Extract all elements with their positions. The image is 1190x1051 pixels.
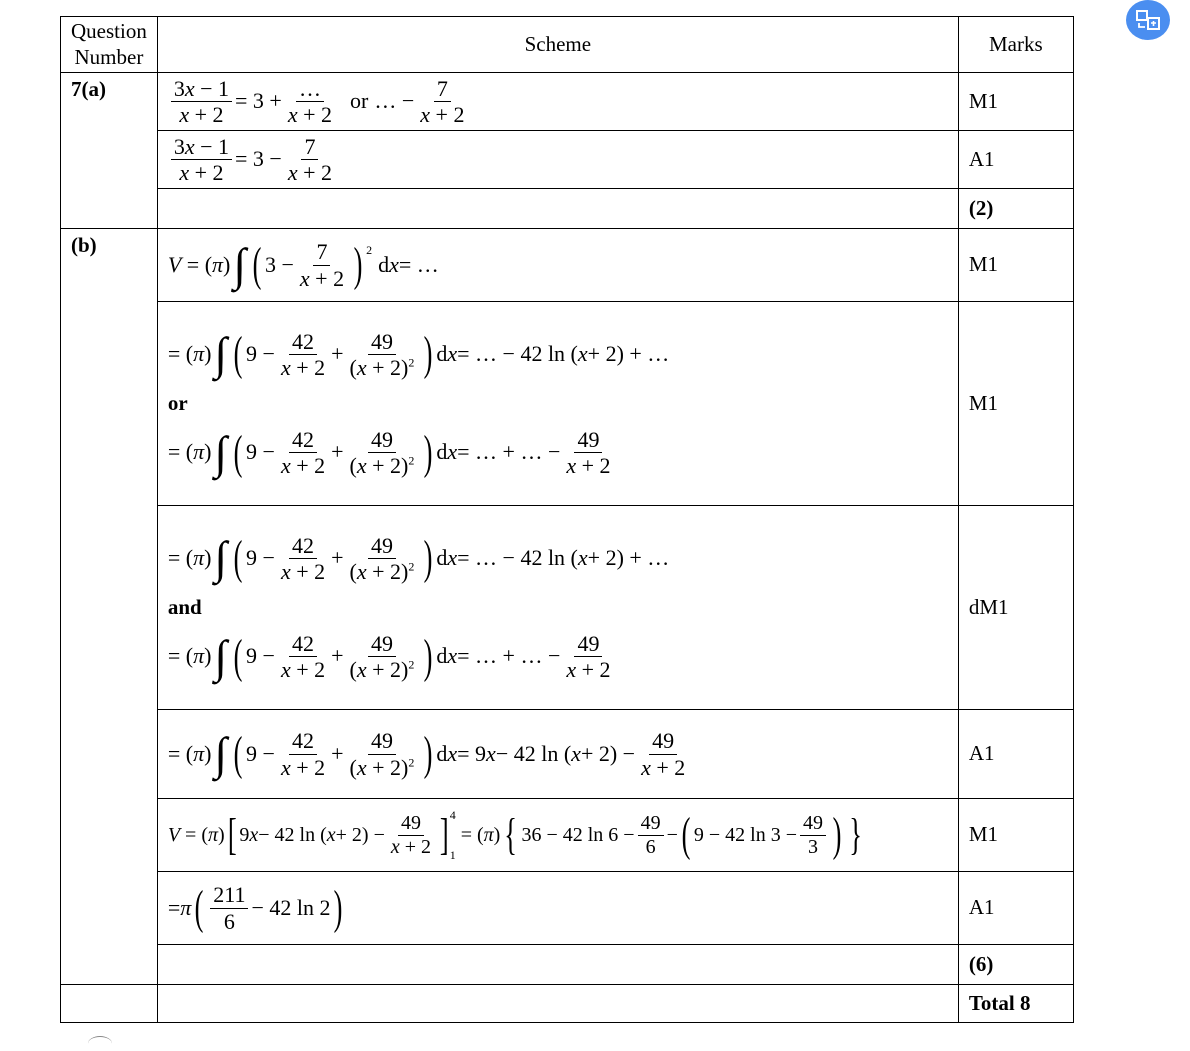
- part-b-row-3: [61, 506, 1074, 710]
- mark-b-3: dM1: [958, 506, 1073, 710]
- mark-a-2: A1: [958, 131, 1073, 189]
- translate-glyph-icon: [1135, 9, 1161, 31]
- mark-b-2: M1: [958, 302, 1073, 506]
- part-a-scheme-2: $\frac{3x - 1}{x + 2}$ = 3 − $\frac{7}{x + 2}$: [157, 131, 958, 189]
- part-b-row-6: [61, 872, 1074, 945]
- total-marks: Total 8: [958, 985, 1073, 1023]
- and-word: and: [167, 594, 202, 619]
- mark-a-1: M1: [958, 73, 1073, 131]
- or-word-a: or: [350, 88, 369, 114]
- part-a-subtotal: (2): [958, 189, 1073, 229]
- header-marks: Marks: [958, 17, 1073, 73]
- part-b-scheme-3: = ( π ) ∫ ( 9 − $\frac{42}{x + 2}$ + $\frac{49}{(x + 2)^2}$ ) d x = … − 42 ln ( x + 2) + … and = ( π ) ∫ ( 9 − $\frac{42}{x + 2}$ + $\frac{49}{(x + 2)^2}$ ) d x = … + … − $\frac{49}{x + 2}$: [157, 506, 958, 710]
- part-b-row-4: [61, 710, 1074, 799]
- part-b-row-5: [61, 799, 1074, 872]
- mark-b-4: A1: [958, 710, 1073, 799]
- translate-icon[interactable]: [1126, 0, 1170, 40]
- or-word-b: or: [167, 390, 188, 415]
- part-a-scheme-1: $\frac{3x - 1}{x + 2}$ = 3 + $\frac{\dots}{x + 2}$ or … − $\frac{7}{x + 2}$: [157, 73, 958, 131]
- mark-b-6: A1: [958, 872, 1073, 945]
- part-b-scheme-1: V = ( π ) ∫ ( 3 − $\frac{7}{x + 2}$ ) $^2$ d x = …: [157, 229, 958, 302]
- part-b-scheme-5: V = ( π ) [ 9 x − 42 ln ( x + 2) − $\frac{49}{x + 2}$ ] 4 1 = ( π ) { 36 − 42 ln 6 − $\frac{49}{6}$ − ( 9 − 42 ln 3 − $\frac{49}{3}$ ) }: [157, 799, 958, 872]
- part-b-scheme-2: = ( π ) ∫ ( 9 − $\frac{42}{x + 2}$ + $\frac{49}{(x + 2)^2}$ ) d x = … − 42 ln ( x + 2) + … or = ( π ) ∫ ( 9 − $\frac{42}{x + 2}$ + $\frac{49}{(x + 2)^2}$ ) d x = … + … − $\frac{49}{x + 2}$: [157, 302, 958, 506]
- part-a-row-2: [61, 131, 1074, 189]
- part-a-label: 7(a): [61, 73, 158, 229]
- part-a-subtotal-row: [61, 189, 1074, 229]
- mark-b-5: M1: [958, 799, 1073, 872]
- mark-scheme-table: [60, 16, 1074, 1023]
- part-b-row-1: [61, 229, 1074, 302]
- header-scheme: Scheme: [157, 17, 958, 73]
- part-a-row-1: [61, 73, 1074, 131]
- part-b-subtotal: (6): [958, 945, 1073, 985]
- header-question-number: Question Number: [61, 17, 158, 73]
- total-row: [61, 985, 1074, 1023]
- mark-b-1: M1: [958, 229, 1073, 302]
- header-row: [61, 17, 1074, 73]
- part-b-subtotal-row: [61, 945, 1074, 985]
- part-b-scheme-6: = π ( $\frac{211}{6}$ − 42 ln 2 ): [157, 872, 958, 945]
- part-b-row-2: [61, 302, 1074, 506]
- part-b-scheme-4: = ( π ) ∫ ( 9 − $\frac{42}{x + 2}$ + $\frac{49}{(x + 2)^2}$ ) d x = 9 x − 42 ln ( x + 2) − $\frac{49}{x + 2}$: [157, 710, 958, 799]
- part-b-label: (b): [61, 229, 158, 985]
